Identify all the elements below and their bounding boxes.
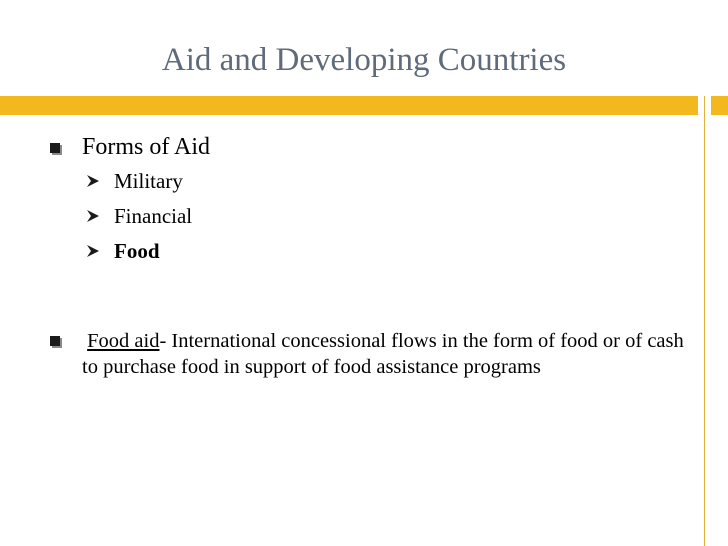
slide-title: Aid and Developing Countries: [161, 42, 567, 78]
arrow-bullet-icon: [84, 242, 102, 260]
arrow-bullet-icon: [84, 207, 102, 225]
sub-bullet-military: [84, 168, 183, 194]
bullet-forms-of-aid: [50, 133, 210, 161]
arrow-bullet-icon: [84, 172, 102, 190]
square-bullet-icon: [50, 336, 60, 346]
sub-bullet-financial: [84, 203, 192, 229]
bullet-label: Forms of Aid: [82, 134, 211, 160]
definition-term: Food aid: [87, 330, 160, 352]
square-bullet-icon: [50, 143, 60, 153]
sub-bullet-label: Food: [114, 239, 160, 263]
sub-bullet-food: [84, 238, 160, 264]
sub-bullet-label: Financial: [114, 204, 193, 228]
accent-divider-line: [704, 96, 705, 546]
accent-bar-corner: [711, 96, 728, 115]
definition-text: [82, 328, 692, 380]
definition-bullet: [50, 328, 692, 380]
sub-bullet-label: Military: [114, 169, 183, 193]
definition-body: - International concessional flows in the form of food or of cash to purchase food in support of food assistance programs: [82, 330, 684, 378]
